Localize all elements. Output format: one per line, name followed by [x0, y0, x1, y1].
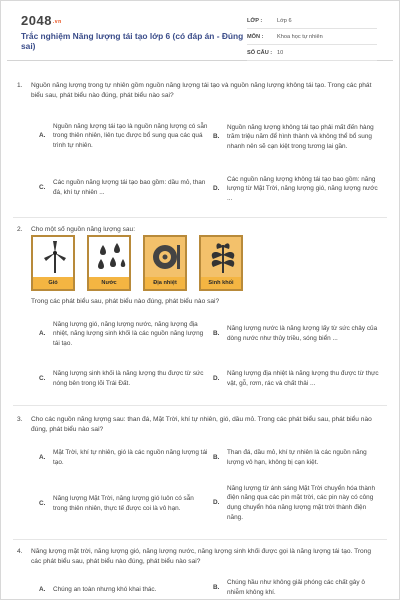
option-text: Chúng an toàn nhưng khó khai thác.	[53, 586, 157, 594]
page-title: Trắc nghiệm Năng lượng tái tạo lớp 6 (có đáp án - Đúng sai)	[21, 31, 244, 51]
wind-turbine-icon	[35, 239, 75, 275]
divider	[13, 405, 387, 406]
meta-row-count	[247, 45, 377, 61]
question-number: 2.	[17, 226, 23, 233]
card-wind	[31, 235, 75, 291]
option-text: Các nguồn năng lượng không tái tạo bao gồm: năng lượng từ Mặt Trời, năng lượng gió, năng lượng nước ...	[227, 175, 378, 202]
question-4	[17, 547, 377, 567]
option-2b[interactable]	[213, 317, 383, 351]
option-letter: C.	[39, 184, 46, 192]
question-2-prompt: Trong các phát biểu sau, phát biểu nào đúng, phát biểu nào sai?	[31, 298, 220, 305]
document-header	[7, 1, 393, 61]
option-2c[interactable]	[39, 367, 209, 391]
meta-key: SỐ CÂU :	[247, 49, 273, 56]
divider	[13, 539, 387, 540]
option-3a[interactable]	[39, 447, 209, 469]
divider	[13, 217, 387, 218]
question-stem	[17, 81, 377, 101]
card-label: Địa nhiệt	[145, 277, 185, 289]
option-3d[interactable]	[213, 477, 383, 529]
option-1b[interactable]	[213, 115, 383, 159]
option-2d[interactable]	[213, 363, 383, 395]
option-letter: A.	[39, 330, 46, 338]
option-1a[interactable]	[39, 121, 209, 151]
question-3	[17, 415, 377, 435]
option-text: Than đá, dầu mỏ, khí tự nhiên là các nguồn năng lượng vô hạn, không bị cạn kiệt.	[227, 449, 367, 466]
option-text: Chúng hầu như không giải phóng các chất gây ô nhiễm không khí.	[227, 579, 365, 596]
option-1d[interactable]	[213, 173, 383, 205]
option-text: Năng lượng địa nhiệt là năng lượng thu được từ thực vật, gỗ, rơm, rác và chất thải ...	[227, 370, 379, 387]
question-text: Cho một số nguồn năng lượng sau:	[31, 226, 136, 233]
option-3c[interactable]	[39, 488, 209, 520]
question-number: 4.	[17, 548, 23, 555]
question-2	[17, 225, 377, 235]
meta-value: 10	[277, 49, 284, 56]
card-biomass	[199, 235, 243, 291]
meta-row-grade	[247, 13, 377, 29]
option-4a[interactable]	[39, 583, 209, 597]
option-text: Mặt Trời, khí tự nhiên, gió là các nguồn năng lượng tái tạo.	[53, 449, 208, 466]
card-label: Nước	[89, 277, 129, 289]
option-text: Nguồn năng lượng tái tạo là nguồn năng lượng có sẵn trong thiên nhiên, liên tục được bổ sung qua các quá trình tự nhiên.	[53, 122, 208, 149]
meta-key: MÔN :	[247, 33, 264, 40]
plant-icon	[203, 239, 243, 275]
question-number: 1.	[17, 82, 23, 89]
site-logo[interactable]: 2048.vn	[21, 13, 62, 28]
option-letter: D.	[213, 185, 220, 193]
question-stem	[17, 415, 377, 435]
card-label: Gió	[33, 277, 73, 289]
option-letter: C.	[39, 500, 46, 508]
option-text: Năng lượng nước là năng lượng lấy từ sức chảy của dòng nước như thủy triều, sóng biển ...	[227, 325, 378, 342]
question-stem	[17, 225, 377, 235]
geothermal-icon	[147, 239, 187, 275]
question-text: Cho các nguồn năng lượng sau: than đá, Mặt Trời, khí tự nhiên, gió, dầu mỏ. Trong các phát biểu sau, phát biểu nào đúng, phát biểu nào sai?	[31, 416, 372, 433]
card-geothermal	[143, 235, 187, 291]
question-text: Nguồn năng lượng trong tự nhiên gồm nguồn năng lượng tái tạo và nguồn năng lượng không tái tạo. Trong các phát biểu sau, phát biểu nào đúng, phát biểu nào sai?	[31, 82, 372, 99]
option-text: Các nguồn năng lượng tái tạo bao gồm: dầu mỏ, than đá, khí tự nhiên ...	[53, 179, 206, 196]
meta-table	[247, 13, 377, 61]
energy-cards	[31, 235, 243, 291]
question-1	[17, 81, 377, 101]
option-letter: A.	[39, 132, 46, 140]
option-letter: B.	[213, 330, 220, 338]
meta-value: Lớp 6	[277, 17, 292, 24]
option-text: Năng lượng gió, năng lượng nước, năng lượng địa nhiệt, năng lượng sinh khối là các nguồn năng lượng tái tạo.	[53, 320, 204, 347]
option-text: Năng lượng từ ánh sáng Mặt Trời chuyển hóa thành điện năng qua các pin mặt trời, các pin này có công dụng chuyển hóa năng lượng mặt trời thành điện năng.	[227, 484, 376, 521]
option-letter: D.	[213, 499, 220, 507]
option-text: Nguồn năng lượng không tái tạo phải mất đến hàng trăm triệu năm để hình thành và không thể bổ sung nhanh nên sẽ cạn kiệt trong tương lai gần.	[227, 123, 374, 150]
option-letter: A.	[39, 454, 46, 462]
option-text: Năng lượng sinh khối là năng lượng thu được từ sức nóng bên trong lõi Trái Đất.	[53, 370, 204, 387]
option-4b[interactable]	[213, 577, 383, 599]
option-letter: A.	[39, 586, 46, 594]
option-letter: D.	[213, 375, 220, 383]
meta-row-subject	[247, 29, 377, 45]
option-1c[interactable]	[39, 177, 209, 199]
option-letter: C.	[39, 375, 46, 383]
option-text: Năng lượng Mặt Trời, năng lượng gió luôn có sẵn trong thiên nhiên, thực tế được coi là vô hạn.	[53, 495, 194, 512]
card-water	[87, 235, 131, 291]
question-number: 3.	[17, 416, 23, 423]
option-3b[interactable]	[213, 447, 383, 469]
option-letter: B.	[213, 454, 220, 462]
option-letter: B.	[213, 584, 220, 592]
meta-key: LỚP :	[247, 17, 263, 24]
card-label: Sinh khối	[201, 277, 241, 289]
meta-value: Khoa học tự nhiên	[277, 33, 323, 40]
water-drops-icon	[91, 239, 131, 275]
question-text: Năng lượng mặt trời, năng lượng gió, năng lượng nước, năng lượng sinh khối được gọi là năng lượng tái tạo. Trong các phát biểu sau, phát biểu nào đúng, phát biểu nào sai?	[31, 548, 372, 565]
option-letter: B.	[213, 133, 220, 141]
question-stem	[17, 547, 377, 567]
option-2a[interactable]	[39, 317, 209, 351]
